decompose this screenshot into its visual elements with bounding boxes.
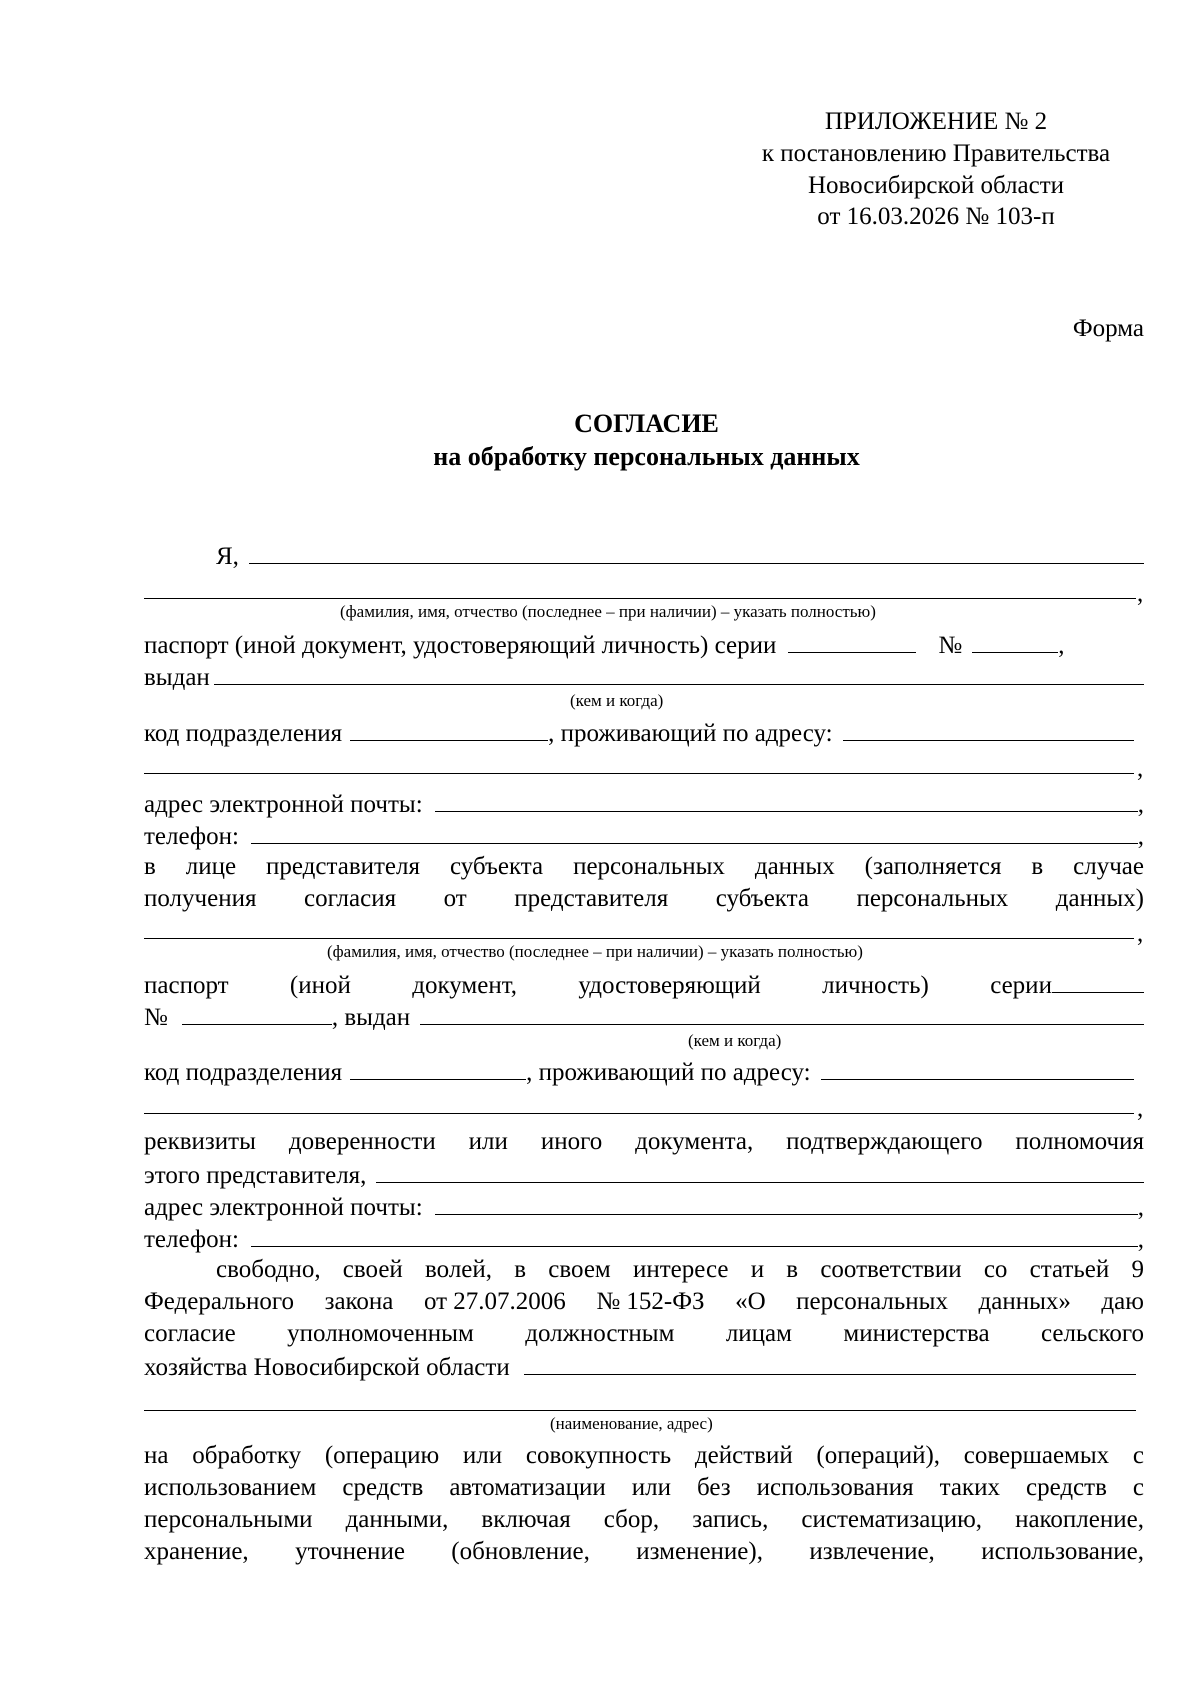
- address-label: , проживающий по адресу:: [548, 720, 833, 747]
- consent-line-1: [216, 1254, 1144, 1286]
- word: средств: [342, 1474, 424, 1501]
- issued-label: выдан: [144, 664, 210, 691]
- subject-issued-caption: (кем и когда): [570, 691, 664, 710]
- rep-number-row: [144, 1000, 1144, 1032]
- word: интересе: [632, 1256, 729, 1283]
- word: реквизиты: [144, 1128, 256, 1155]
- word: документа,: [635, 1128, 754, 1155]
- word: уточнение: [295, 1538, 405, 1565]
- document-title: СОГЛАСИЕ: [574, 409, 719, 438]
- resolution-reference: к постановлению Правительства: [761, 140, 1111, 167]
- ministry-address-field[interactable]: [144, 1410, 1136, 1411]
- word: накопление,: [1015, 1506, 1144, 1533]
- subject-division-field[interactable]: [350, 716, 548, 741]
- word: обработку: [192, 1442, 302, 1469]
- word: иного: [540, 1128, 603, 1155]
- word: даю: [1101, 1288, 1144, 1315]
- comma: ,: [1137, 920, 1144, 947]
- proxy-line-2: [144, 1158, 1144, 1190]
- word: хранение,: [144, 1538, 249, 1565]
- word: лицам: [725, 1320, 792, 1347]
- word: запись,: [692, 1506, 769, 1533]
- word: в: [1031, 853, 1044, 880]
- word: данными,: [345, 1506, 449, 1533]
- word: документ,: [412, 972, 518, 999]
- region-name: Новосибирской области: [807, 172, 1065, 199]
- rep-passport-label: [144, 970, 1052, 1002]
- word: систематизацию,: [801, 1506, 983, 1533]
- subject-name-field-2[interactable]: [144, 598, 1136, 599]
- word: со: [983, 1256, 1008, 1283]
- comma: ,: [1137, 823, 1144, 850]
- word: получения: [144, 885, 257, 912]
- word: данных): [1055, 885, 1144, 912]
- rep-address-field[interactable]: [821, 1055, 1134, 1080]
- subject-name-row: [216, 539, 1144, 571]
- subject-email-field[interactable]: [435, 787, 1138, 812]
- subject-address-field[interactable]: [843, 716, 1134, 741]
- word: использования: [756, 1474, 914, 1501]
- rep-passport-series-field[interactable]: [1052, 968, 1144, 993]
- word: паспорт: [144, 972, 229, 999]
- word: удостоверяющий: [578, 972, 761, 999]
- division-label: код подразделения: [144, 1059, 343, 1086]
- word: № 152-ФЗ: [596, 1288, 705, 1315]
- word: данных»: [978, 1288, 1071, 1315]
- word: закона: [324, 1288, 394, 1315]
- word: извлечение,: [809, 1538, 935, 1565]
- document-subtitle: на обработку персональных данных: [433, 442, 860, 471]
- word: действий: [694, 1442, 793, 1469]
- number-label: №: [144, 1004, 168, 1031]
- consent-line-5: [144, 1440, 1144, 1472]
- rep-address-field-2[interactable]: [144, 1113, 1134, 1114]
- subject-passport-series-field[interactable]: [788, 628, 916, 653]
- word: серии: [990, 972, 1052, 999]
- consent-line-8: [144, 1536, 1144, 1568]
- word: изменение),: [636, 1538, 763, 1565]
- rep-division-field[interactable]: [350, 1055, 526, 1080]
- consent-line-7: [144, 1504, 1144, 1536]
- consent-line-2: [144, 1286, 1144, 1318]
- subject-passport-row: [144, 628, 1144, 660]
- word: данных: [754, 853, 835, 880]
- word: 9: [1131, 1256, 1144, 1283]
- subject-name-field[interactable]: [249, 539, 1144, 564]
- consent-line-4: [144, 1350, 1144, 1382]
- rep-phone-row: [144, 1222, 1144, 1254]
- word: личность): [822, 972, 929, 999]
- passport-label: паспорт (иной документ, удостоверяющий личность) серии: [144, 632, 777, 659]
- ministry-name-field[interactable]: [524, 1350, 1136, 1375]
- word: (операций),: [816, 1442, 941, 1469]
- word: или: [462, 1442, 503, 1469]
- word: включая: [481, 1506, 571, 1533]
- word: свободно,: [216, 1256, 321, 1283]
- comma: ,: [1137, 1095, 1144, 1122]
- issued-label: , выдан: [331, 1004, 411, 1031]
- word: случае: [1073, 853, 1144, 880]
- word: (иной: [289, 972, 351, 999]
- rep-email-field[interactable]: [435, 1190, 1138, 1215]
- word: персональными: [144, 1506, 313, 1533]
- appendix-number: ПРИЛОЖЕНИЕ № 2: [824, 108, 1048, 135]
- word: министерства: [843, 1320, 990, 1347]
- word: от 27.07.2006: [423, 1288, 566, 1315]
- rep-intro-line-1: [144, 851, 1144, 883]
- email-label: адрес электронной почты:: [144, 791, 423, 818]
- word: средств: [1025, 1474, 1107, 1501]
- word: (заполняется: [864, 853, 1002, 880]
- ministry-label: хозяйства Новосибирской области: [144, 1354, 510, 1381]
- org-caption: (наименование, адрес): [550, 1414, 713, 1433]
- word: персональных: [856, 885, 1009, 912]
- word: «О: [735, 1288, 766, 1315]
- division-label: код подразделения: [144, 720, 343, 747]
- rep-passport-row: [144, 968, 1144, 1000]
- word: своем: [548, 1256, 611, 1283]
- word: совершаемых: [963, 1442, 1110, 1469]
- word: субъекта: [715, 885, 809, 912]
- proxy-details-field[interactable]: [376, 1158, 1144, 1183]
- word: в: [144, 853, 156, 880]
- subject-phone-row: [144, 819, 1144, 851]
- proxy-label: этого представителя,: [144, 1162, 367, 1189]
- rep-passport-number-field[interactable]: [182, 1000, 332, 1025]
- i-label: Я,: [216, 543, 239, 570]
- word: согласие: [144, 1320, 236, 1347]
- word: использованием: [144, 1474, 317, 1501]
- word: или: [631, 1474, 671, 1501]
- rep-email-row: [144, 1190, 1144, 1222]
- word: совокупность: [525, 1442, 672, 1469]
- word: представителя: [514, 885, 669, 912]
- word: субъекта: [449, 853, 544, 880]
- rep-phone-field[interactable]: [251, 1222, 1138, 1247]
- rep-name-field[interactable]: [144, 938, 1134, 939]
- word: на: [144, 1442, 169, 1469]
- word: персональных: [796, 1288, 948, 1315]
- number-label: №: [938, 632, 963, 659]
- word: соответствии: [820, 1256, 962, 1283]
- word: сельского: [1041, 1320, 1144, 1347]
- word: в: [514, 1256, 527, 1283]
- word: согласия: [303, 885, 397, 912]
- subject-passport-number-field[interactable]: [972, 628, 1058, 653]
- comma: ,: [1137, 580, 1144, 607]
- rep-division-row: [144, 1055, 1144, 1087]
- word: таких: [939, 1474, 1000, 1501]
- word: должностным: [525, 1320, 675, 1347]
- subject-fio-caption: (фамилия, имя, отчество (последнее – при наличии) – указать полностью): [340, 602, 876, 621]
- word: или: [468, 1128, 508, 1155]
- word: лице: [185, 853, 237, 880]
- word: в: [786, 1256, 799, 1283]
- word: полномочия: [1015, 1128, 1144, 1155]
- word: Федерального: [144, 1288, 295, 1315]
- resolution-date-number: от 16.03.2026 № 103-п: [817, 203, 1055, 230]
- subject-division-row: [144, 716, 1144, 748]
- proxy-line-1: [144, 1126, 1144, 1158]
- word: своей: [342, 1256, 403, 1283]
- comma: ,: [1137, 1194, 1144, 1221]
- word: автоматизации: [449, 1474, 606, 1501]
- word: сбор,: [603, 1506, 660, 1533]
- word: представителя: [266, 853, 420, 880]
- word: уполномоченным: [287, 1320, 474, 1347]
- phone-label: телефон:: [144, 823, 239, 850]
- word: доверенности: [288, 1128, 436, 1155]
- rep-issued-caption: (кем и когда): [688, 1031, 782, 1050]
- subject-phone-field[interactable]: [251, 819, 1138, 844]
- word: использование,: [981, 1538, 1144, 1565]
- word: (операцию: [324, 1442, 440, 1469]
- word: персональных: [573, 853, 725, 880]
- comma: ,: [1137, 755, 1144, 782]
- comma: ,: [1137, 791, 1144, 818]
- word: без: [696, 1474, 731, 1501]
- word: с: [1132, 1474, 1144, 1501]
- form-label: Форма: [1072, 315, 1144, 342]
- word: от: [443, 885, 467, 912]
- word: волей,: [425, 1256, 493, 1283]
- subject-email-row: [144, 787, 1144, 819]
- subject-issued-field[interactable]: [214, 660, 1144, 685]
- consent-line-3: [144, 1318, 1144, 1350]
- word: с: [1132, 1442, 1144, 1469]
- rep-intro-line-2: [144, 883, 1144, 915]
- comma: ,: [1058, 632, 1065, 659]
- word: и: [750, 1256, 765, 1283]
- word: (обновление,: [451, 1538, 590, 1565]
- rep-issued-field[interactable]: [420, 1000, 1144, 1025]
- rep-fio-caption: (фамилия, имя, отчество (последнее – при наличии) – указать полностью): [327, 942, 863, 961]
- word: подтверждающего: [786, 1128, 983, 1155]
- word: статьей: [1029, 1256, 1110, 1283]
- email-label: адрес электронной почты:: [144, 1194, 423, 1221]
- subject-issued-row: [144, 660, 1144, 692]
- subject-address-field-2[interactable]: [144, 773, 1134, 774]
- consent-line-6: [144, 1472, 1144, 1504]
- phone-label: телефон:: [144, 1226, 239, 1253]
- address-label: , проживающий по адресу:: [526, 1059, 811, 1086]
- comma: ,: [1137, 1226, 1144, 1253]
